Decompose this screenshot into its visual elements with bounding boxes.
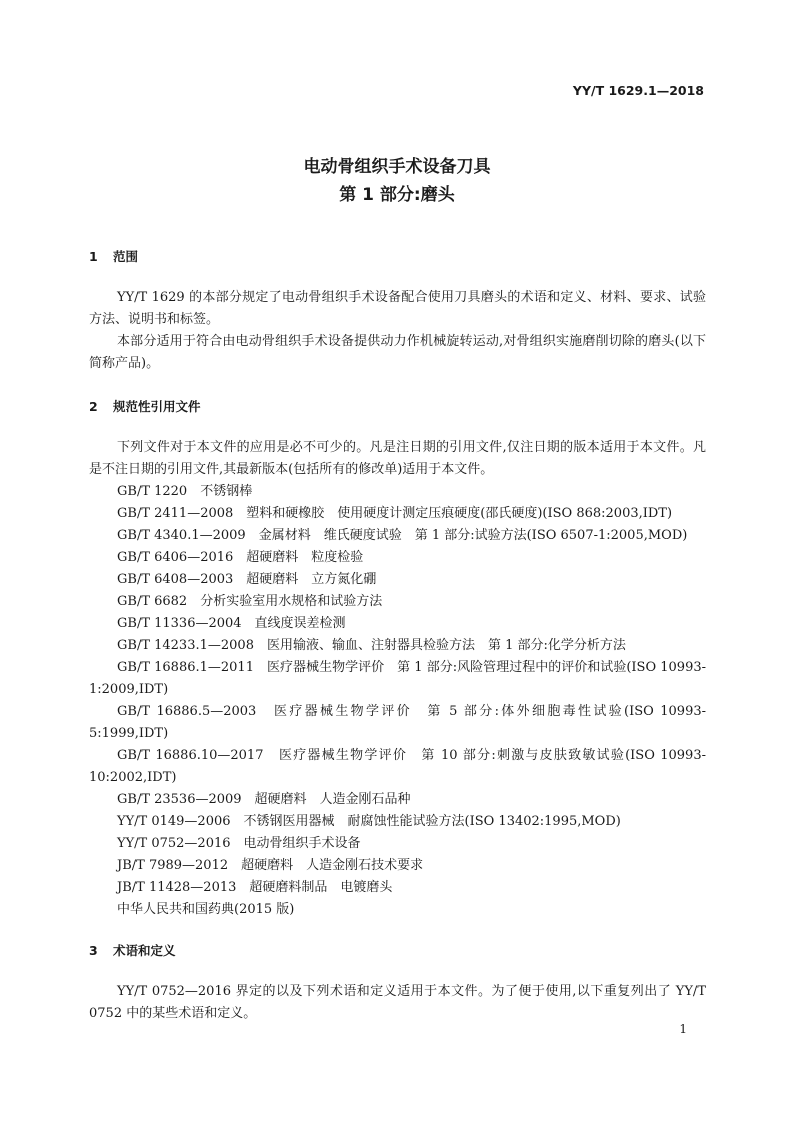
reference-item: GB/T 23536—2009 超硬磨料 人造金刚石品种 — [117, 792, 411, 807]
reference-item: JB/T 11428—2013 超硬磨料制品 电镀磨头 — [117, 880, 393, 895]
reference-item: GB/T 11336—2004 直线度误差检测 — [117, 616, 346, 631]
reference-item: GB/T 16886.10—2017 医疗器械生物学评价 第 10 部分:刺激与皮肤致敏试验(ISO 10993-10:2002,IDT) — [89, 748, 706, 785]
reference-item: GB/T 16886.1—2011 医疗器械生物学评价 第 1 部分:风险管理过程中的评价和试验(ISO 10993-1:2009,IDT) — [89, 660, 706, 697]
reference-item: GB/T 2411—2008 塑料和硬橡胶 使用硬度计测定压痕硬度(邵氏硬度)(ISO 868:2003,IDT) — [117, 506, 673, 521]
section-heading-terms — [89, 941, 176, 959]
section-number: 3 — [89, 943, 98, 958]
section-title: 术语和定义 — [113, 943, 176, 958]
scope-paragraph-2: 本部分适用于符合由电动骨组织手术设备提供动力作机械旋转运动,对骨组织实施磨削切除的磨头(以下简称产品)。 — [89, 334, 706, 371]
document-subtitle: 第 1 部分:磨头 — [339, 185, 455, 205]
reference-item: GB/T 14233.1—2008 医用输液、输血、注射器具检验方法 第 1 部分:化学分析方法 — [117, 638, 626, 653]
section-title: 范围 — [113, 249, 139, 264]
reference-item: 中华人民共和国药典(2015 版) — [117, 902, 295, 917]
reference-item: YY/T 0752—2016 电动骨组织手术设备 — [117, 836, 361, 851]
page-number: 1 — [679, 1022, 687, 1036]
reference-item: GB/T 1220 不锈钢棒 — [117, 484, 253, 499]
reference-item: GB/T 6682 分析实验室用水规格和试验方法 — [117, 594, 383, 609]
reference-item: YY/T 0149—2006 不锈钢医用器械 耐腐蚀性能试验方法(ISO 13402:1995,MOD) — [117, 814, 621, 829]
document-title: 电动骨组织手术设备刀具 — [303, 157, 491, 177]
references-intro: 下列文件对于本文件的应用是必不可少的。凡是注日期的引用文件,仅注日期的版本适用于本文件。凡是不注日期的引用文件,其最新版本(包括所有的修改单)适用于本文件。 — [89, 440, 706, 477]
scope-paragraph-1: YY/T 1629 的本部分规定了电动骨组织手术设备配合使用刀具磨头的术语和定义、材料、要求、试验方法、说明书和标签。 — [89, 290, 706, 327]
standard-code: YY/T 1629.1—2018 — [572, 83, 704, 98]
terms-intro: YY/T 0752—2016 界定的以及下列术语和定义适用于本文件。为了便于使用,以下重复列出了 YY/T 0752 中的某些术语和定义。 — [89, 984, 706, 1021]
section-heading-references — [89, 397, 201, 415]
section-number: 1 — [89, 249, 98, 264]
reference-item: GB/T 4340.1—2009 金属材料 维氏硬度试验 第 1 部分:试验方法(ISO 6507-1:2005,MOD) — [117, 528, 688, 543]
section-title: 规范性引用文件 — [113, 399, 201, 414]
reference-item: GB/T 16886.5—2003 医疗器械生物学评价 第 5 部分:体外细胞毒性试验(ISO 10993-5:1999,IDT) — [89, 704, 706, 741]
reference-item: GB/T 6406—2016 超硬磨料 粒度检验 — [117, 550, 364, 565]
reference-item: JB/T 7989—2012 超硬磨料 人造金刚石技术要求 — [117, 858, 424, 873]
section-number: 2 — [89, 399, 98, 414]
reference-item: GB/T 6408—2003 超硬磨料 立方氮化硼 — [117, 572, 377, 587]
section-heading-scope — [89, 247, 138, 265]
